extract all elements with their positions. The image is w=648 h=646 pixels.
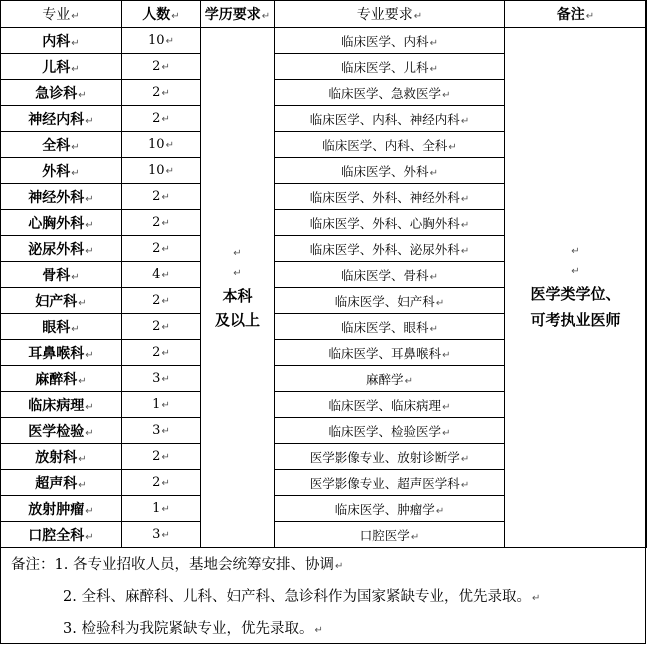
paragraph-mark: ↵	[442, 349, 451, 361]
education-requirement	[201, 28, 275, 548]
paragraph-mark: ↵	[85, 531, 94, 543]
paragraph-mark: ↵	[85, 427, 94, 439]
headcount: 2	[152, 111, 161, 126]
row-count	[122, 340, 201, 366]
paragraph-mark: ↵	[161, 218, 170, 229]
major-name: 口腔全科	[28, 527, 85, 544]
paragraph-mark: ↵	[410, 531, 420, 543]
paragraph-mark: ↵	[161, 296, 170, 307]
paragraph-mark: ↵	[460, 453, 470, 465]
paragraph-mark: ↵	[78, 375, 87, 387]
major-name: 临床病理	[28, 397, 85, 414]
row-major	[1, 444, 122, 470]
major-name: 神经内科	[28, 111, 85, 128]
requirement-text: 临床医学、儿科	[341, 59, 429, 75]
paragraph-mark: ↵	[71, 271, 80, 283]
paragraph-mark: ↵	[78, 479, 87, 491]
paragraph-mark: ↵	[442, 427, 451, 439]
row-count	[122, 470, 201, 496]
row-major	[1, 236, 122, 262]
paragraph-mark: ↵	[448, 141, 457, 153]
major-name: 放射肿瘤	[28, 501, 85, 518]
row-major	[1, 132, 122, 158]
row-count	[122, 80, 201, 106]
requirement-text: 临床医学、外科	[341, 163, 429, 179]
headcount: 1	[152, 501, 161, 516]
note-line-2: 可考执业医师	[530, 310, 621, 329]
row-requirement	[275, 158, 505, 184]
paragraph-mark: ↵	[78, 297, 87, 309]
row-requirement	[275, 80, 505, 106]
row-count	[122, 366, 201, 392]
row-requirement	[275, 288, 505, 314]
table-header-row	[1, 1, 647, 28]
headcount: 3	[152, 371, 161, 386]
headcount: 4	[152, 267, 161, 282]
row-requirement	[275, 444, 505, 470]
headcount: 2	[152, 85, 161, 100]
requirement-text: 医学影像专业、超声医学科	[309, 475, 460, 491]
paragraph-mark: ↵	[85, 115, 94, 127]
paragraph-mark: ↵	[71, 323, 80, 335]
row-count	[122, 106, 201, 132]
row-requirement	[275, 54, 505, 80]
paragraph-mark: ↵	[161, 244, 170, 255]
major-name: 泌尿外科	[28, 241, 85, 258]
row-major	[1, 54, 122, 80]
headcount: 2	[152, 475, 161, 490]
note-line-1: 医学类学位、	[530, 285, 621, 303]
row-count	[122, 28, 201, 54]
paragraph-mark: ↵	[85, 245, 94, 257]
paragraph-mark: ↵	[165, 140, 174, 151]
requirement-text: 临床医学、耳鼻喉科	[328, 345, 442, 361]
paragraph-mark: ↵	[161, 452, 170, 463]
paragraph-mark: ↵	[85, 219, 94, 231]
requirement-text: 临床医学、肿瘤学	[334, 501, 435, 517]
headcount: 2	[152, 59, 161, 74]
row-major	[1, 28, 122, 54]
major-name: 医学检验	[28, 423, 85, 440]
table-row	[1, 28, 647, 54]
requirement-text: 临床医学、内科、全科	[322, 137, 448, 153]
paragraph-mark: ↵	[161, 374, 170, 385]
header-major: 专业↵	[1, 1, 122, 28]
row-count	[122, 262, 201, 288]
paragraph-mark: ↵	[71, 63, 80, 75]
headcount: 2	[152, 189, 161, 204]
row-count	[122, 184, 201, 210]
remark-line-3: 3. 检验科为我院紧缺专业，优先录取。↵	[63, 621, 323, 637]
row-requirement	[275, 210, 505, 236]
row-requirement	[275, 366, 505, 392]
paragraph-mark: ↵	[460, 115, 470, 127]
paragraph-mark: ↵	[161, 478, 170, 489]
row-count	[122, 210, 201, 236]
major-name: 放射科	[35, 449, 78, 466]
paragraph-mark: ↵	[460, 219, 470, 231]
headcount: 10	[148, 163, 165, 178]
row-major	[1, 210, 122, 236]
headcount: 10	[148, 33, 165, 48]
paragraph-mark: ↵	[571, 246, 580, 257]
major-name: 全科	[42, 137, 71, 154]
paragraph-mark: ↵	[161, 322, 170, 333]
paragraph-mark: ↵	[429, 37, 438, 49]
headcount: 1	[152, 397, 161, 412]
requirement-text: 临床医学、外科、神经外科	[309, 189, 460, 205]
remark-line-2: 2. 全科、麻醉科、儿科、妇产科、急诊科作为国家紧缺专业，优先录取。↵	[63, 589, 541, 605]
headcount: 10	[148, 137, 165, 152]
paragraph-mark: ↵	[233, 247, 242, 259]
requirement-text: 临床医学、检验医学	[328, 423, 442, 439]
paragraph-mark: ↵	[71, 141, 80, 153]
paragraph-mark: ↵	[404, 375, 413, 387]
paragraph-mark: ↵	[161, 192, 170, 203]
headcount: 2	[152, 293, 161, 308]
row-major	[1, 470, 122, 496]
paragraph-mark: ↵	[161, 270, 170, 281]
major-name: 超声科	[35, 475, 78, 492]
row-count	[122, 132, 201, 158]
paragraph-mark: ↵	[165, 166, 174, 177]
paragraph-mark: ↵	[165, 36, 174, 47]
row-count	[122, 418, 201, 444]
paragraph-mark: ↵	[429, 271, 438, 283]
row-requirement	[275, 184, 505, 210]
row-requirement	[275, 470, 505, 496]
row-count	[122, 314, 201, 340]
row-major	[1, 80, 122, 106]
major-name: 外科	[42, 163, 71, 180]
major-name: 内科	[42, 33, 71, 50]
paragraph-mark: ↵	[435, 505, 445, 517]
requirement-text: 口腔医学	[359, 527, 410, 543]
requirement-text: 临床医学、临床病理	[328, 397, 442, 413]
row-major	[1, 106, 122, 132]
row-major	[1, 366, 122, 392]
paragraph-mark: ↵	[71, 37, 80, 49]
major-name: 骨科	[42, 267, 71, 284]
row-major	[1, 392, 122, 418]
row-count	[122, 158, 201, 184]
requirement-text: 麻醉学	[366, 371, 404, 387]
row-count	[122, 236, 201, 262]
major-name: 心胸外科	[28, 215, 85, 232]
requirement-text: 临床医学、骨科	[341, 267, 429, 283]
row-requirement	[275, 236, 505, 262]
major-name: 神经外科	[28, 189, 85, 206]
row-count	[122, 444, 201, 470]
paragraph-mark: ↵	[161, 88, 170, 99]
requirement-text: 临床医学、外科、泌尿外科	[309, 241, 460, 257]
row-count	[122, 496, 201, 522]
paragraph-mark: ↵	[71, 167, 80, 179]
row-requirement	[275, 132, 505, 158]
note-cell	[505, 28, 647, 548]
major-name: 急诊科	[35, 85, 78, 102]
header-education: 学历要求↵	[201, 1, 275, 28]
row-major	[1, 340, 122, 366]
row-requirement	[275, 262, 505, 288]
requirement-text: 临床医学、外科、心胸外科	[309, 215, 460, 231]
paragraph-mark: ↵	[85, 505, 94, 517]
remark-line-1: 备注：1. 各专业招收人员，基地会统筹安排、协调↵	[11, 557, 344, 573]
row-major	[1, 314, 122, 340]
paragraph-mark: ↵	[161, 530, 170, 541]
requirement-text: 临床医学、妇产科	[334, 293, 435, 309]
headcount: 3	[152, 527, 161, 542]
major-name: 耳鼻喉科	[28, 345, 85, 362]
paragraph-mark: ↵	[233, 267, 242, 279]
paragraph-mark: ↵	[78, 89, 87, 101]
paragraph-mark: ↵	[442, 401, 451, 413]
paragraph-mark: ↵	[435, 297, 445, 309]
requirement-text: 医学影像专业、放射诊断学	[309, 449, 460, 465]
row-count	[122, 392, 201, 418]
paragraph-mark: ↵	[460, 245, 470, 257]
major-name: 妇产科	[35, 293, 78, 310]
paragraph-mark: ↵	[429, 323, 438, 335]
major-name: 眼科	[42, 319, 71, 336]
row-requirement	[275, 28, 505, 54]
row-major	[1, 184, 122, 210]
headcount: 2	[152, 345, 161, 360]
headcount: 2	[152, 241, 161, 256]
row-requirement	[275, 496, 505, 522]
row-major	[1, 496, 122, 522]
row-requirement	[275, 392, 505, 418]
paragraph-mark: ↵	[429, 63, 438, 75]
paragraph-mark: ↵	[78, 453, 87, 465]
paragraph-mark: ↵	[85, 401, 94, 413]
paragraph-mark: ↵	[85, 349, 94, 361]
paragraph-mark: ↵	[429, 167, 438, 179]
major-name: 儿科	[42, 59, 71, 76]
paragraph-mark: ↵	[571, 266, 580, 277]
paragraph-mark: ↵	[161, 62, 170, 73]
header-requirement: 专业要求↵	[275, 1, 505, 28]
header-count: 人数↵	[122, 1, 201, 28]
paragraph-mark: ↵	[161, 114, 170, 125]
row-major	[1, 418, 122, 444]
paragraph-mark: ↵	[442, 89, 451, 101]
row-requirement	[275, 314, 505, 340]
headcount: 3	[152, 423, 161, 438]
row-count	[122, 54, 201, 80]
education-line-2: 及以上	[214, 310, 260, 329]
requirement-text: 临床医学、内科、神经内科	[309, 111, 460, 127]
header-note: 备注↵	[505, 1, 647, 28]
paragraph-mark: ↵	[460, 193, 470, 205]
paragraph-mark: ↵	[161, 400, 170, 411]
row-requirement	[275, 340, 505, 366]
row-major	[1, 288, 122, 314]
education-line-1: 本科	[222, 286, 253, 305]
row-requirement	[275, 418, 505, 444]
row-major	[1, 262, 122, 288]
major-name: 麻醉科	[35, 371, 78, 388]
row-major	[1, 158, 122, 184]
row-count	[122, 288, 201, 314]
headcount: 2	[152, 215, 161, 230]
paragraph-mark: ↵	[85, 193, 94, 205]
headcount: 2	[152, 449, 161, 464]
requirement-text: 临床医学、急救医学	[328, 85, 442, 101]
requirement-text: 临床医学、内科	[341, 33, 429, 49]
paragraph-mark: ↵	[460, 479, 470, 491]
row-requirement	[275, 106, 505, 132]
paragraph-mark: ↵	[161, 504, 170, 515]
paragraph-mark: ↵	[161, 426, 170, 437]
headcount: 2	[152, 319, 161, 334]
requirement-text: 临床医学、眼科	[341, 319, 429, 335]
paragraph-mark: ↵	[161, 348, 170, 359]
remarks-block	[1, 544, 645, 644]
